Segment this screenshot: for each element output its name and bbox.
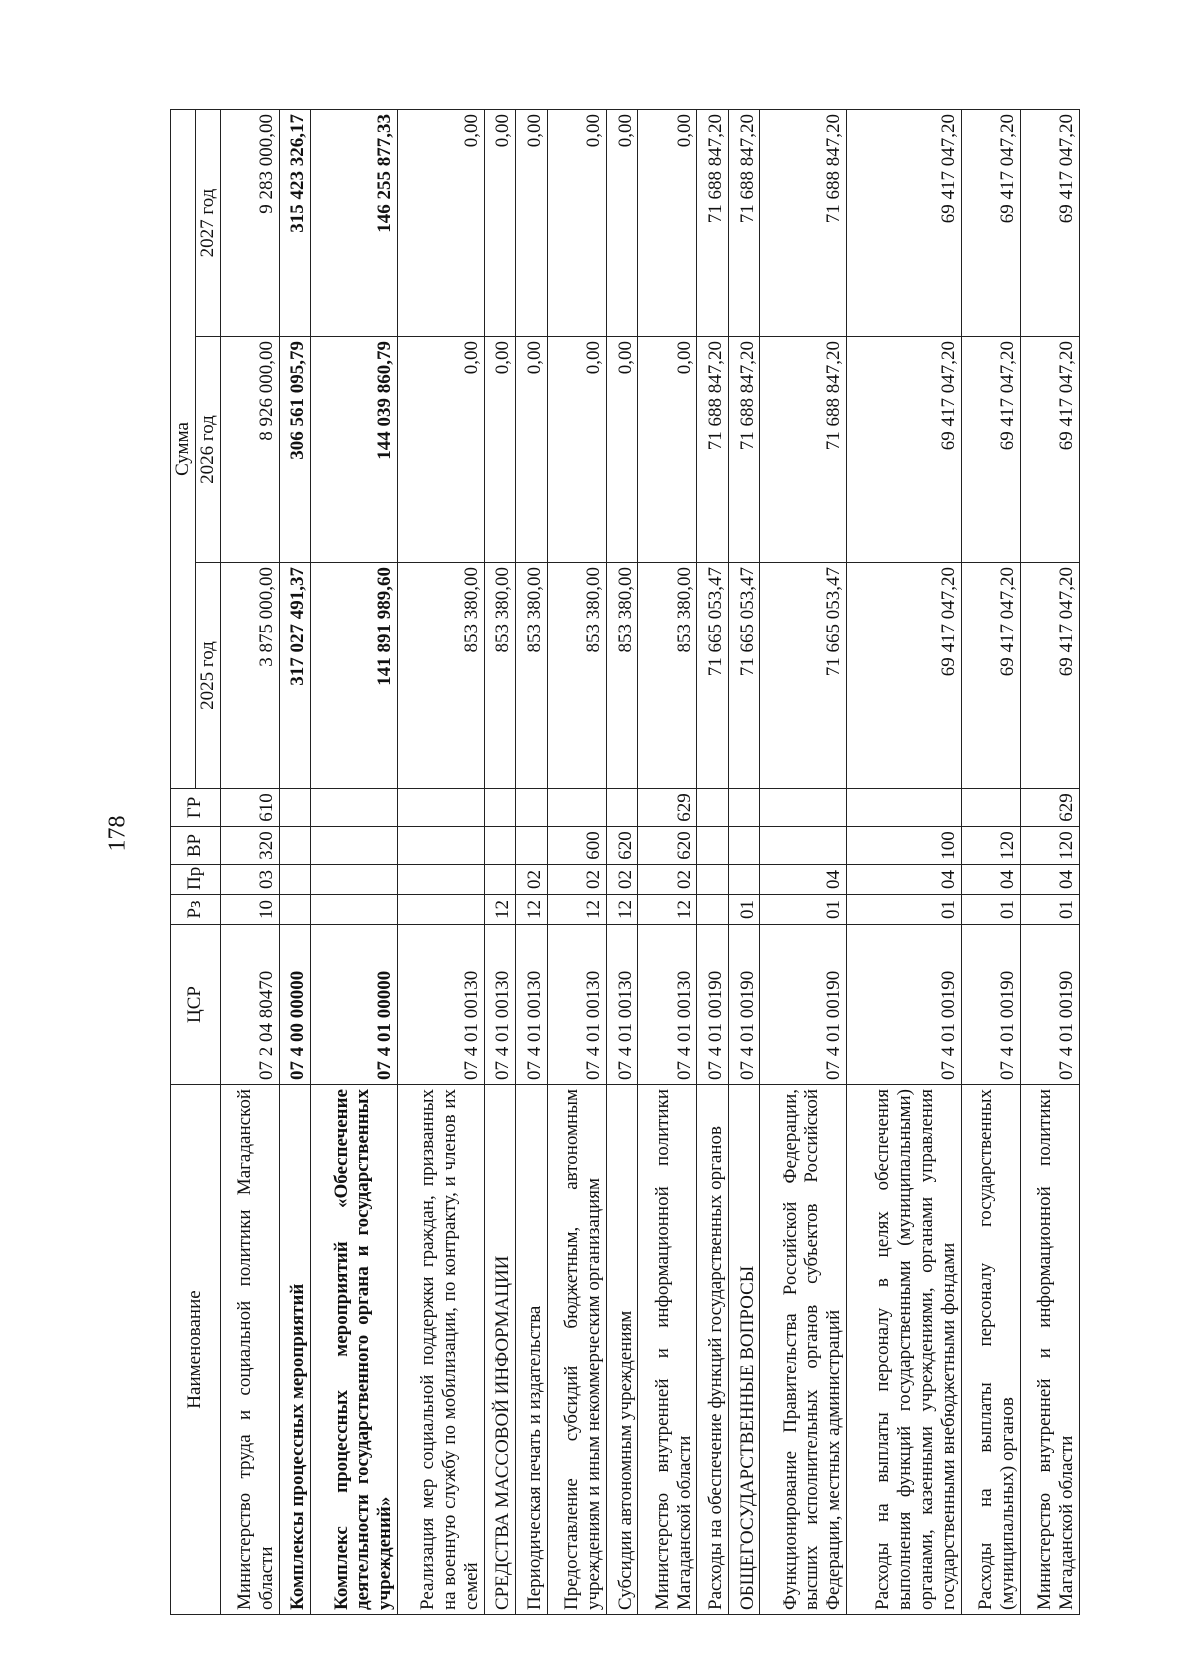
cell-pr [279,865,310,895]
cell-vr: 620 [606,827,637,865]
cell-2026: 69 417 047,20 [1020,337,1079,563]
cell-vr [311,827,398,865]
table-row [638,110,697,1615]
cell-name: Министерство внутренней и информационной политики Магаданской области [638,1085,697,1615]
cell-2026: 0,00 [484,337,515,563]
cell-gr [279,789,310,827]
cell-2025: 69 417 047,20 [1020,563,1079,789]
cell-pr [484,865,515,895]
cell-2027: 0,00 [484,110,515,337]
cell-gr [311,789,398,827]
cell-2027: 0,00 [606,110,637,337]
cell-gr [606,789,637,827]
cell-gr [547,789,606,827]
header-pr: Пр [171,865,221,895]
table-row [398,110,485,1615]
cell-name: ОБЩЕГОСУДАРСТВЕННЫЕ ВОПРОСЫ [728,1085,759,1615]
cell-pr [728,865,759,895]
cell-rz: 01 [728,895,759,925]
cell-rz: 12 [484,895,515,925]
cell-vr: 120 [1020,827,1079,865]
cell-name: Расходы на выплаты персоналу в целях обеспечения выполнения функций государственными (муниципальными) органами, казенными учреждениями, органами управления государственными внебюджетными фондами [847,1085,961,1615]
header-name: Наименование [171,1085,221,1615]
table-row [279,110,310,1615]
cell-2026: 306 561 095,79 [279,337,310,563]
cell-vr [484,827,515,865]
cell-gr [847,789,961,827]
cell-vr: 320 [220,827,279,865]
cell-vr: 620 [638,827,697,865]
header-sum: Сумма [171,110,196,789]
cell-name: Субсидии автономным учреждениям [606,1085,637,1615]
cell-2025: 71 665 053,47 [760,563,847,789]
header-year-2027: 2027 год [195,110,220,337]
cell-rz: 12 [516,895,547,925]
cell-2027: 315 423 326,17 [279,110,310,337]
cell-name: Расходы на обеспечение функций государственных органов [697,1085,728,1615]
cell-name: Комплекс процессных мероприятий «Обеспечение деятельности государственного органа и государственных учреждений» [311,1085,398,1615]
cell-rz [311,895,398,925]
cell-vr: 100 [847,827,961,865]
cell-name: Министерство внутренней и информационной политики Магаданской области [1020,1085,1079,1615]
cell-pr: 02 [547,865,606,895]
cell-2026: 8 926 000,00 [220,337,279,563]
cell-csr: 07 4 01 00130 [516,925,547,1085]
cell-csr: 07 4 01 00130 [484,925,515,1085]
cell-2025: 853 380,00 [606,563,637,789]
cell-2026: 69 417 047,20 [847,337,961,563]
cell-2025: 69 417 047,20 [961,563,1020,789]
cell-2026: 144 039 860,79 [311,337,398,563]
cell-rz [697,895,728,925]
cell-csr: 07 4 01 00190 [728,925,759,1085]
cell-2026: 71 688 847,20 [697,337,728,563]
table-row [728,110,759,1615]
cell-gr [398,789,485,827]
cell-rz: 01 [1020,895,1079,925]
cell-2025: 853 380,00 [547,563,606,789]
cell-csr: 07 4 01 00130 [606,925,637,1085]
cell-2026: 0,00 [398,337,485,563]
table-row [847,110,961,1615]
cell-2025: 69 417 047,20 [847,563,961,789]
cell-vr [279,827,310,865]
header-rz: Рз [171,895,221,925]
cell-name: Комплексы процессных мероприятий [279,1085,310,1615]
cell-vr [398,827,485,865]
cell-rz [279,895,310,925]
cell-pr: 04 [961,865,1020,895]
header-year-2025: 2025 год [195,563,220,789]
table-body [220,110,1079,1615]
cell-2026: 71 688 847,20 [728,337,759,563]
cell-pr: 04 [760,865,847,895]
cell-vr [516,827,547,865]
cell-name: Расходы на выплаты персоналу государственных (муниципальных) органов [961,1085,1020,1615]
cell-pr: 04 [847,865,961,895]
cell-2027: 0,00 [516,110,547,337]
cell-2027: 71 688 847,20 [728,110,759,337]
table-row [760,110,847,1615]
cell-pr: 03 [220,865,279,895]
cell-gr [961,789,1020,827]
cell-2027: 69 417 047,20 [961,110,1020,337]
cell-vr: 600 [547,827,606,865]
cell-2027: 146 255 877,33 [311,110,398,337]
cell-2025: 317 027 491,37 [279,563,310,789]
cell-gr: 629 [638,789,697,827]
cell-vr [728,827,759,865]
cell-rz: 01 [847,895,961,925]
cell-pr: 02 [638,865,697,895]
cell-gr [516,789,547,827]
cell-gr: 629 [1020,789,1079,827]
cell-2025: 71 665 053,47 [697,563,728,789]
cell-csr: 07 4 01 00000 [311,925,398,1085]
cell-2026: 71 688 847,20 [760,337,847,563]
cell-2027: 0,00 [398,110,485,337]
cell-gr [697,789,728,827]
table-row [484,110,515,1615]
cell-vr [697,827,728,865]
cell-2027: 0,00 [638,110,697,337]
cell-gr: 610 [220,789,279,827]
cell-vr [760,827,847,865]
cell-2026: 69 417 047,20 [961,337,1020,563]
table-row [311,110,398,1615]
cell-csr: 07 4 01 00190 [1020,925,1079,1085]
cell-2027: 0,00 [547,110,606,337]
cell-name: СРЕДСТВА МАССОВОЙ ИНФОРМАЦИИ [484,1085,515,1615]
cell-csr: 07 4 01 00130 [547,925,606,1085]
table-row [516,110,547,1615]
cell-csr: 07 4 01 00190 [961,925,1020,1085]
cell-csr: 07 4 00 00000 [279,925,310,1085]
cell-2025: 71 665 053,47 [728,563,759,789]
cell-2025: 3 875 000,00 [220,563,279,789]
cell-rz [398,895,485,925]
cell-csr: 07 4 01 00130 [398,925,485,1085]
cell-2027: 71 688 847,20 [760,110,847,337]
cell-name: Функционирование Правительства Российской Федерации, высших исполнительных органов субъектов Российской Федерации, местных администраций [760,1085,847,1615]
cell-2025: 853 380,00 [398,563,485,789]
header-vr: ВР [171,827,221,865]
cell-2026: 0,00 [638,337,697,563]
header-year-2026: 2026 год [195,337,220,563]
cell-csr: 07 4 01 00190 [847,925,961,1085]
budget-table [170,109,1080,1615]
cell-2025: 853 380,00 [484,563,515,789]
cell-2027: 69 417 047,20 [1020,110,1079,337]
cell-rz: 12 [547,895,606,925]
cell-2025: 853 380,00 [638,563,697,789]
cell-pr: 02 [516,865,547,895]
cell-csr: 07 2 04 80470 [220,925,279,1085]
cell-csr: 07 4 01 00130 [638,925,697,1085]
cell-2026: 0,00 [606,337,637,563]
cell-csr: 07 4 01 00190 [760,925,847,1085]
cell-2025: 141 891 989,60 [311,563,398,789]
cell-2027: 69 417 047,20 [847,110,961,337]
page-number: 178 [104,815,131,852]
cell-csr: 07 4 01 00190 [697,925,728,1085]
cell-2027: 9 283 000,00 [220,110,279,337]
cell-rz: 12 [638,895,697,925]
cell-gr [728,789,759,827]
header-gr: ГР [171,789,221,827]
cell-gr [760,789,847,827]
cell-name: Периодическая печать и издательства [516,1085,547,1615]
table-row [1020,110,1079,1615]
cell-rz: 01 [961,895,1020,925]
cell-pr [398,865,485,895]
cell-gr [484,789,515,827]
cell-pr: 04 [1020,865,1079,895]
cell-vr: 120 [961,827,1020,865]
cell-2025: 853 380,00 [516,563,547,789]
cell-pr [311,865,398,895]
table-row [961,110,1020,1615]
table-row [220,110,279,1615]
cell-pr [697,865,728,895]
table-row [697,110,728,1615]
rotated-table-wrapper [170,110,1080,1615]
table-row [606,110,637,1615]
table-header [171,110,221,1615]
cell-name: Министерство труда и социальной политики Магаданской области [220,1085,279,1615]
cell-name: Предоставление субсидий бюджетным, автономным учреждениям и иным некоммерческим организациям [547,1085,606,1615]
cell-2027: 71 688 847,20 [697,110,728,337]
cell-rz: 01 [760,895,847,925]
cell-2026: 0,00 [547,337,606,563]
cell-rz: 10 [220,895,279,925]
cell-name: Реализация мер социальной поддержки граждан, призванных на военную службу по мобилизации, по контракту, и членов их семей [398,1085,485,1615]
cell-pr: 02 [606,865,637,895]
table-row [547,110,606,1615]
cell-rz: 12 [606,895,637,925]
cell-2026: 0,00 [516,337,547,563]
header-csr: ЦСР [171,925,221,1085]
